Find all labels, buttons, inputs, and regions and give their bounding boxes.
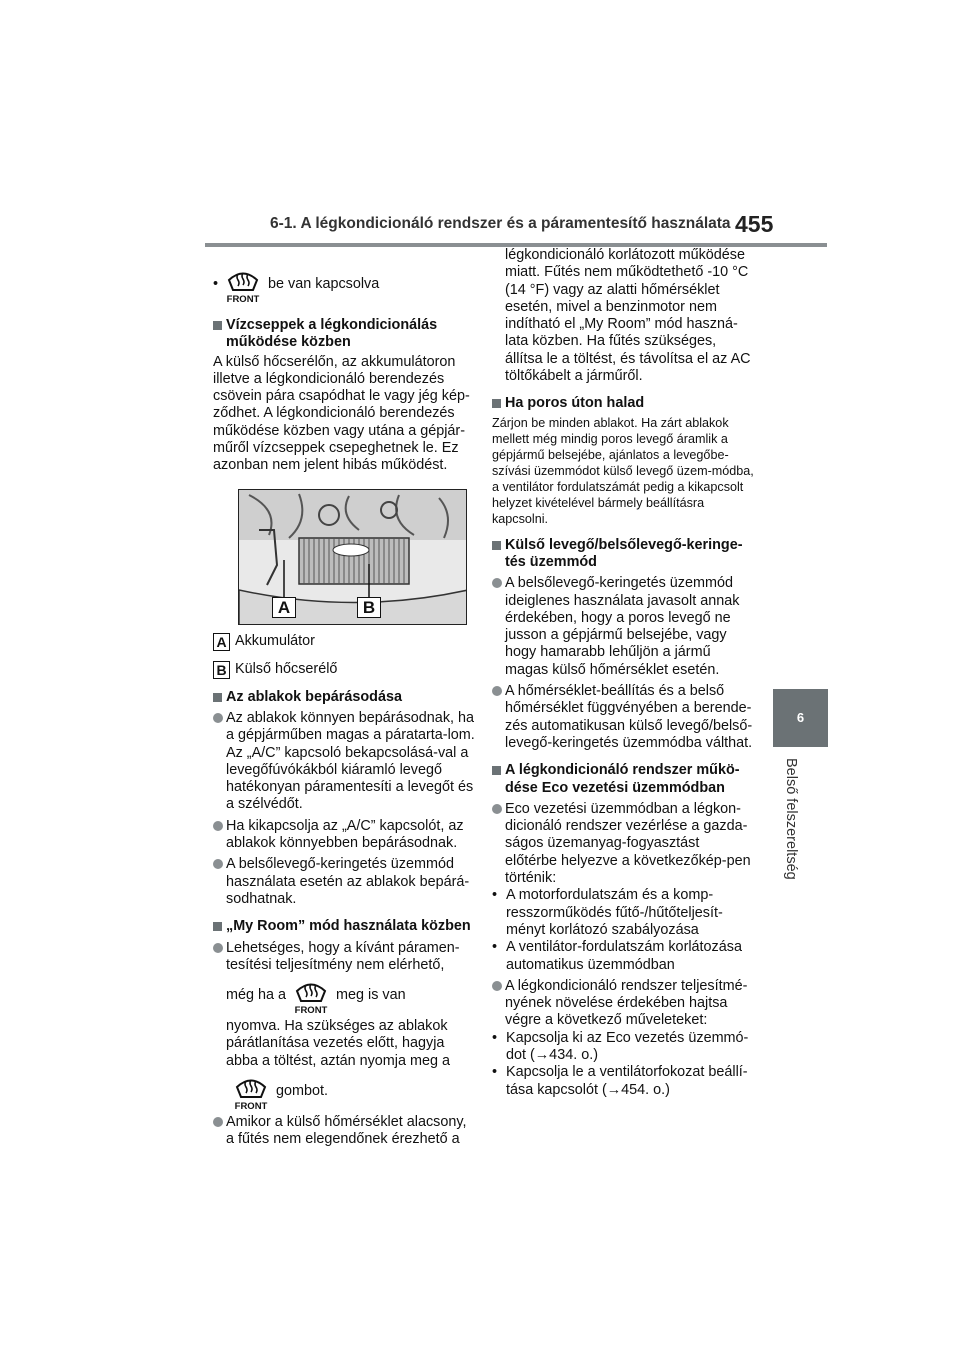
heading-window-fog: Az ablakok bepárásodása	[213, 689, 475, 706]
my-room-icon-line	[213, 974, 475, 1018]
bullet-air-mode-1: A belsőlevegő-keringetés üzemmód ideiglenes használata javasolt annak érdekében, hogy a poros levegő ne jusson a gépjármű belsejébe, vagy hogy hamarabb lehűljön a jármű magas külső hőmérséklet esetén.	[492, 575, 754, 679]
legend-text-battery: Akkumulátor	[235, 633, 315, 650]
front-defroster-icon	[234, 1073, 268, 1111]
legend-key-b: B	[213, 661, 230, 679]
front-defroster-icon	[226, 266, 260, 304]
paragraph-my-room-2: nyomva. Ha szükséges az ablakok párátlanítása vezetés előtt, hagyja abba a töltést, aztán nyomja meg a	[226, 1018, 450, 1069]
left-column	[213, 263, 475, 1149]
my-room-text-post: meg is van	[336, 987, 406, 1004]
legend-battery	[213, 633, 475, 651]
my-room-button-text: gombot.	[276, 1083, 328, 1100]
paragraph-heating-limit: légkondicionáló korlátozott működése miatt. Fűtés nem működtethető -10 °C (14 °F) vagy az alatti hőmérséklet esetén, mivel a benzinmotor nem indítható el „My Room” mód haszná-lata közben. Ha fűtés szükséges, állítsa le a töltést, és távolítsa el az AC töltőkábelt a járműről.	[505, 247, 751, 385]
dash-eco-4: • Kapcsolja le a ventilátorfokozat beállí-tása kapcsolót (→454. o.)	[492, 1064, 754, 1099]
legend-heat-exchanger	[213, 661, 475, 679]
heading-eco-mode: A légkondicionáló rendszer műkö-dése Eco vezetési üzemmódban	[492, 762, 754, 797]
bullet-my-room-3: Amikor a külső hőmérséklet alacsony, a fűtés nem elegendőnek érezhető a	[213, 1114, 475, 1149]
svg-text:FRONT: FRONT	[234, 1101, 268, 1112]
front-defroster-icon	[294, 977, 328, 1015]
svg-text:FRONT: FRONT	[294, 1005, 328, 1016]
defrost-status-text: be van kapcsolva	[268, 276, 380, 293]
legend-key-a: A	[213, 633, 230, 651]
legend-text-heat-exchanger: Külső hőcserélő	[235, 661, 338, 678]
figure-label-b: B	[357, 597, 381, 618]
bullet-fog-2: Ha kikapcsolja az „A/C” kapcsolót, az ablakok könnyebben bepárásodnak.	[213, 818, 475, 853]
dash-eco-2: • A ventilátor-fordulatszám korlátozása automatikus üzemmódban	[492, 939, 754, 974]
heading-air-mode: Külső levegő/belsőlevegő-keringe-tés üzemmód	[492, 537, 754, 572]
defrost-status-line	[213, 263, 475, 307]
right-column	[492, 247, 754, 1099]
bullet-eco-1: Eco vezetési üzemmódban a légkon-dicionáló rendszer vezérlése a gazda-ságos üzemanyag-fogyasztást előtérbe helyezve a következőkép-pen történik:	[492, 801, 754, 887]
engine-bay-figure	[238, 489, 467, 625]
dash-eco-3: • Kapcsolja ki az Eco vezetés üzemmó-dot (→434. o.)	[492, 1030, 754, 1065]
heading-my-room: „My Room” mód használata közben	[213, 918, 475, 935]
bullet-fog-3: A belsőlevegő-keringetés üzemmód használata esetén az ablakok bepárá-sodhatnak.	[213, 856, 475, 908]
figure-label-a: A	[272, 597, 296, 618]
my-room-text-pre: még ha a	[226, 987, 287, 1004]
bullet-my-room-1: Lehetséges, hogy a kívánt páramen-tesítési teljesítmény nem elérhető,	[213, 940, 475, 975]
heading-water-drops: Vízcseppek a légkondicionálás működése közben	[213, 317, 475, 352]
my-room-button-line	[213, 1070, 475, 1114]
dash-eco-1: • A motorfordulatszám és a komp-resszorműködés fűtő-/hűtőteljesít-ményt korlátozó szabályozása	[492, 887, 754, 939]
chapter-tab: 6	[773, 689, 828, 747]
bullet-air-mode-2: A hőmérséklet-beállítás és a belső hőmérséklet függvényében a berende-zés automatikusan külső levegő/belső-levegő-keringetés üzemmódba válthat.	[492, 683, 754, 752]
bullet-eco-2: A légkondicionáló rendszer teljesítmé-nyének növelése érdekében hajtsa végre a következő műveleteket:	[492, 978, 754, 1030]
page-number: 455	[735, 211, 774, 237]
heading-dusty-road: Ha poros úton halad	[492, 395, 754, 412]
svg-text:FRONT: FRONT	[226, 294, 260, 304]
bullet-fog-1: Az ablakok könnyen bepárásodnak, ha a gépjárműben magas a páratarta-lom. Az „A/C” kapcsoló bekapcsolásá-val a levegőfúvókákból kiáramló levegő hatékonyan páramentesíti a levegőt és a szélvédőt.	[213, 710, 475, 814]
paragraph-dusty-road: Zárjon be minden ablakot. Ha zárt ablakok mellett még mindig poros levegő áramlik a gépjármű belsejébe, ajánlatos a levegőbe-szívási üzemmódot külső levegő üzem-módba, a ventilátor fordulatszámát pedig a kikapcsolt helyzet kivételével bármely beállításra kapcsolni.	[492, 415, 754, 526]
section-title: 6-1. A légkondicionáló rendszer és a páramentesítő használata	[270, 215, 731, 232]
paragraph-water-drops: A külső hőcserélőn, az akkumulátoron illetve a légkondicionáló berendezés csövein pára csapódhat le vagy jég kép-ződhet. A légkondicionáló berendezés működése közben vagy utána a gépjár-műről vízcseppek csepeghetnek le. Ez azonban nem jelent hibás működést.	[213, 353, 470, 474]
chapter-label: Belső felszereltség	[783, 758, 799, 880]
bullet-mark: •	[213, 276, 219, 293]
